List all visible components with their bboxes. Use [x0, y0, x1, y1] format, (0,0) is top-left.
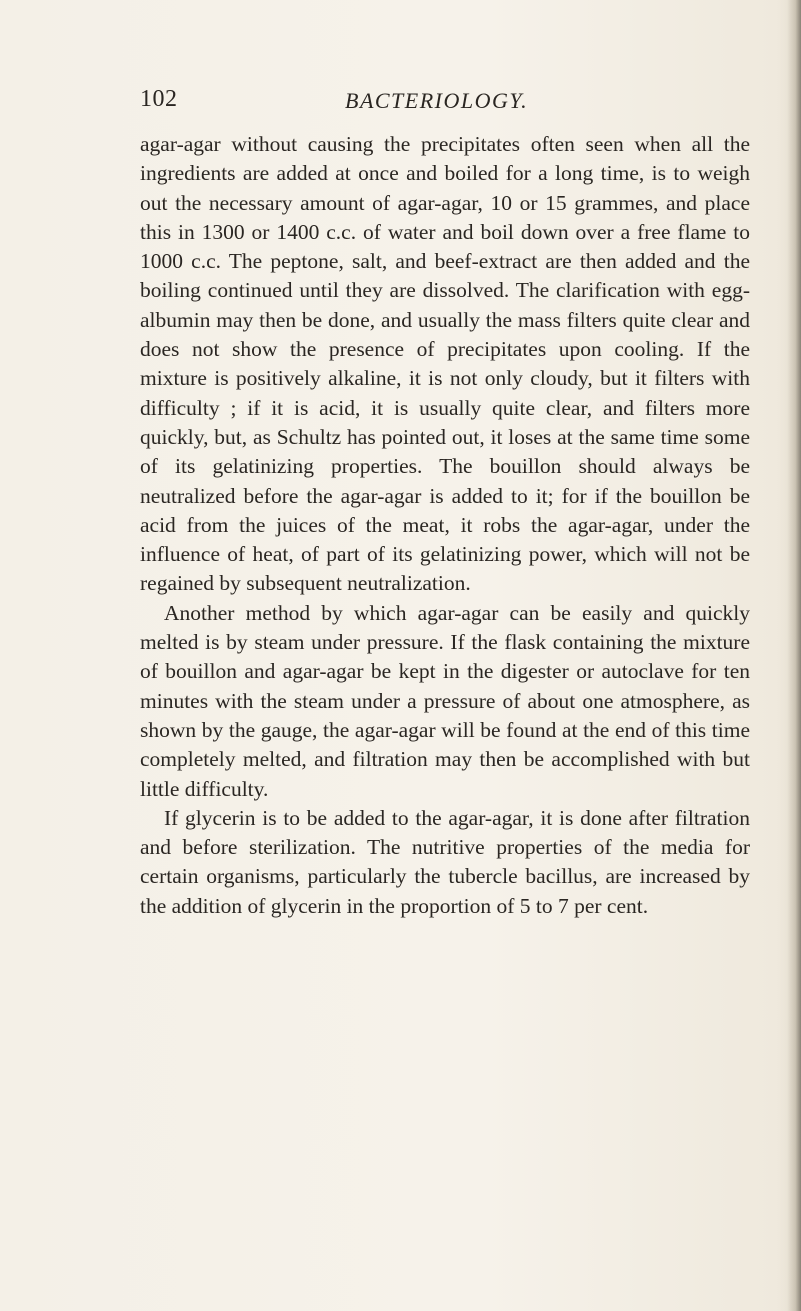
paragraph-3: If glycerin is to be added to the agar-agar, it is done after filtration and before sterilization. The nutritive properties of the media for certain organisms, particularly the tubercle bacillus, are increased by the addition of glycerin in the proportion of 5 to 7 per cent.: [140, 805, 750, 918]
page-edge-shadow: [787, 0, 801, 1311]
paragraph-1: agar-agar without causing the precipitates often seen when all the ingredients are added at once and boiled for a long time, is to weigh out the necessary amount of agar-agar, 10 or 15 grammes, and place this in 1300 or 1400 c.c. of water and boil down over a free flame to 1000 c.c. The peptone, salt, and beef-extract are then added and the boiling continued until they are dissolved. The clarification with egg-albumin may then be done, and usually the mass filters quite clear and does not show the presence of precipitates upon cooling. If the mixture is positively alkaline, it is not only cloudy, but it filters with difficulty ; if it is acid, it is usually quite clear, and filters more quickly, but, as Schultz has pointed out, it loses at the same time some of its gelatinizing properties. The bouillon should always be neutralized before the agar-agar is added to it; for if the bouillon be acid from the juices of the meat, it robs the agar-agar, under the influence of heat, of part of its gelatinizing power, which will not be regained by subsequent neutralization.: [140, 132, 750, 596]
page-header: [140, 86, 740, 120]
running-title: BACTERIOLOGY.: [345, 88, 529, 113]
body-text: [140, 130, 750, 921]
page-number: 102: [140, 86, 178, 112]
paragraph-2: Another method by which agar-agar can be easily and quickly melted is by steam under pressure. If the flask containing the mixture of bouillon and agar-agar be kept in the digester or autoclave for ten minutes with the steam under a pressure of about one atmosphere, as shown by the gauge, the agar-agar will be found at the end of this time completely melted, and filtration may then be accomplished with but little difficulty.: [140, 600, 750, 801]
